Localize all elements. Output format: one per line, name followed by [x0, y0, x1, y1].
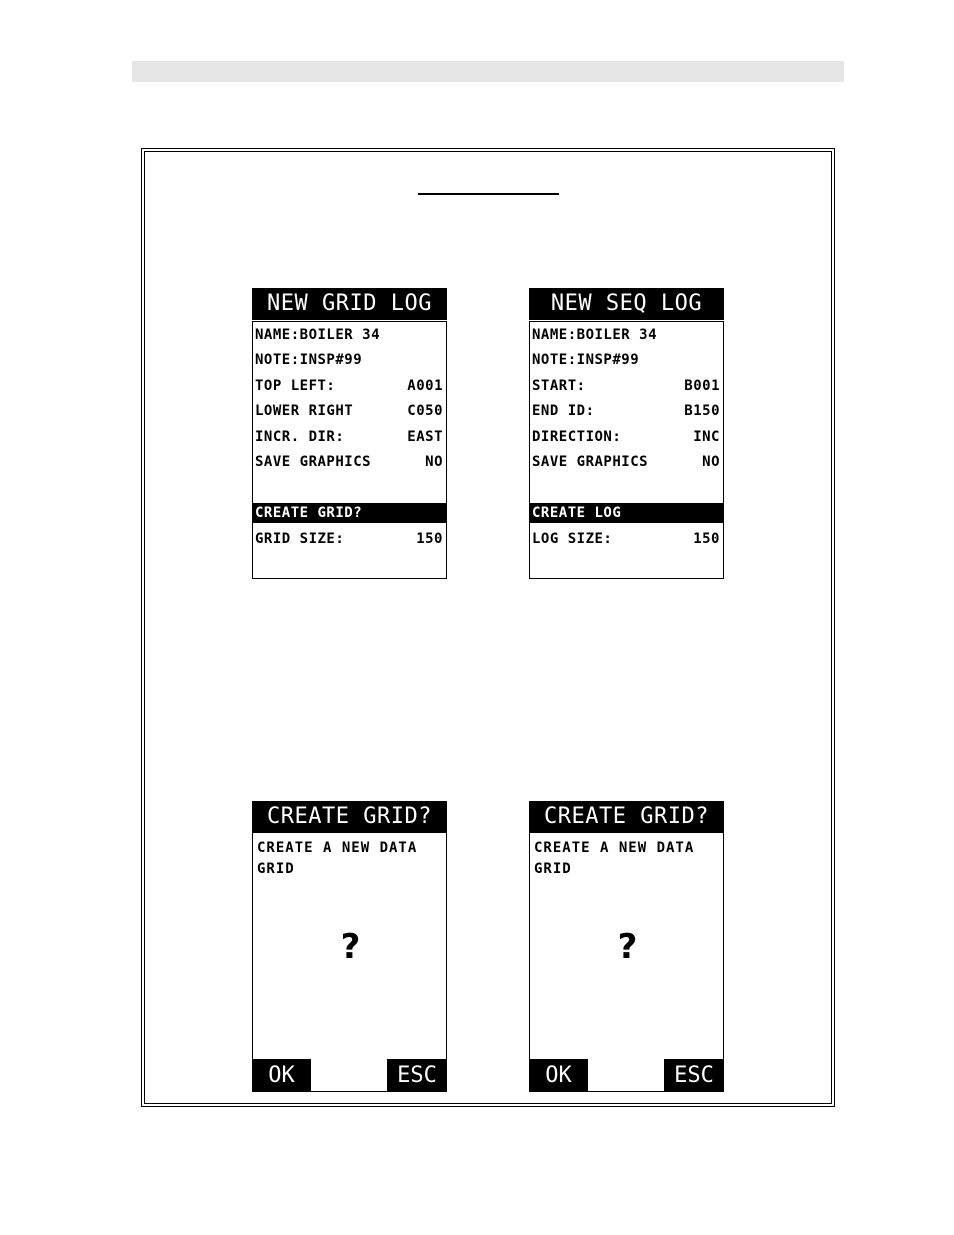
- screen-title: NEW GRID LOG: [252, 288, 447, 320]
- confirm-message: CREATE A NEW DATA GRID: [534, 840, 695, 877]
- confirm-message: CREATE A NEW DATA GRID: [257, 840, 418, 877]
- field-top-left[interactable]: TOP LEFT: A001: [255, 378, 443, 394]
- title-underline: [418, 193, 559, 195]
- field-incr-dir[interactable]: INCR. DIR: EAST: [255, 429, 443, 445]
- screen-title: NEW SEQ LOG: [529, 288, 724, 320]
- question-mark-icon: ?: [340, 927, 361, 967]
- field-end-id[interactable]: END ID: B150: [532, 403, 720, 419]
- field-direction[interactable]: DIRECTION: INC: [532, 429, 720, 445]
- field-start[interactable]: START: B001: [532, 378, 720, 394]
- question-mark-icon: ?: [617, 927, 638, 967]
- field-save-graphics[interactable]: SAVE GRAPHICS NO: [532, 454, 720, 470]
- field-name[interactable]: NAME:BOILER 34: [255, 327, 381, 343]
- screen-title: CREATE GRID?: [252, 801, 447, 833]
- field-note[interactable]: NOTE:INSP#99: [532, 352, 640, 368]
- field-lower-right[interactable]: LOWER RIGHT C050: [255, 403, 443, 419]
- esc-button[interactable]: ESC: [387, 1059, 447, 1092]
- field-note[interactable]: NOTE:INSP#99: [255, 352, 363, 368]
- ok-button[interactable]: OK: [529, 1059, 588, 1092]
- field-name[interactable]: NAME:BOILER 34: [532, 327, 658, 343]
- screen-title: CREATE GRID?: [529, 801, 724, 833]
- ok-button[interactable]: OK: [252, 1059, 311, 1092]
- log-size-readout: LOG SIZE: 150: [532, 531, 720, 547]
- create-log-item[interactable]: CREATE LOG: [530, 503, 723, 523]
- create-grid-item[interactable]: CREATE GRID?: [253, 503, 446, 523]
- page-header-bar: [132, 61, 844, 82]
- field-save-graphics[interactable]: SAVE GRAPHICS NO: [255, 454, 443, 470]
- figure-frame: [141, 148, 835, 1107]
- grid-size-readout: GRID SIZE: 150: [255, 531, 443, 547]
- esc-button[interactable]: ESC: [664, 1059, 724, 1092]
